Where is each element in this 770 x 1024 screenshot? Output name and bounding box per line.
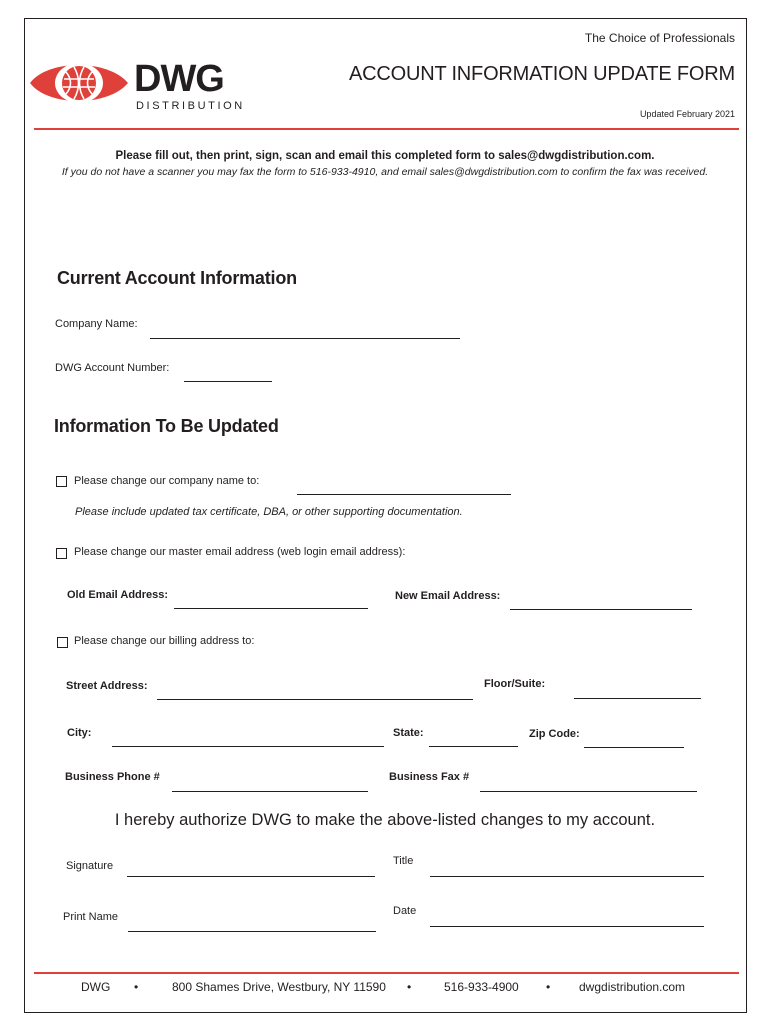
old-email-field[interactable] [174, 608, 368, 609]
street-address-label: Street Address: [66, 680, 148, 692]
logo-text: DWG [134, 58, 224, 100]
email-checkbox[interactable] [56, 548, 67, 559]
title-label: Title [393, 855, 414, 867]
signature-field[interactable] [127, 876, 375, 877]
account-number-label: DWG Account Number: [55, 362, 170, 374]
form-title: ACCOUNT INFORMATION UPDATE FORM [348, 63, 735, 85]
company-name-checkbox[interactable] [56, 476, 67, 487]
billing-checkbox[interactable] [57, 637, 68, 648]
business-fax-label: Business Fax # [389, 771, 470, 783]
email-option-label: Please change our master email address (web login email address): [74, 546, 406, 558]
business-phone-label: Business Phone # [65, 771, 160, 783]
zip-code-field[interactable] [584, 747, 684, 748]
floor-suite-field[interactable] [574, 698, 701, 699]
footer-phone: 516-933-4900 [444, 980, 519, 994]
instructions-line-2: If you do not have a scanner you may fax the form to 516-933-4910, and email sales@dwgdistribution.com to confirm the fax was received. [61, 166, 709, 178]
street-address-field[interactable] [157, 699, 473, 700]
footer-website[interactable]: dwgdistribution.com [579, 980, 686, 994]
footer-separator-2: • [407, 980, 412, 994]
date-label: Date [393, 905, 417, 917]
current-account-title: Current Account Information [57, 268, 297, 288]
instructions-line-1: Please fill out, then print, sign, scan and email this completed form to sales@dwgdistribution.com. [115, 150, 655, 162]
update-info-title: Information To Be Updated [54, 416, 279, 436]
footer-separator-1: • [134, 980, 139, 994]
footer-address: 800 Shames Drive, Westbury, NY 11590 [172, 980, 386, 994]
footer-separator-3: • [546, 980, 551, 994]
signature-label: Signature [66, 860, 114, 872]
footer-company: DWG [81, 980, 111, 994]
city-label: City: [67, 727, 92, 739]
print-name-label: Print Name [63, 911, 119, 923]
company-name-label: Company Name: [55, 318, 138, 330]
floor-suite-label: Floor/Suite: [484, 678, 546, 690]
logo-subtext: DISTRIBUTION [136, 100, 245, 112]
print-name-field[interactable] [128, 931, 376, 932]
new-email-field[interactable] [510, 609, 692, 610]
eye-logo-icon [28, 57, 248, 113]
company-name-field[interactable] [150, 338, 460, 339]
old-email-label: Old Email Address: [67, 589, 169, 601]
date-field[interactable] [430, 926, 704, 927]
company-name-option-label: Please change our company name to: [74, 475, 260, 487]
new-company-name-field[interactable] [297, 494, 511, 495]
account-number-field[interactable] [184, 381, 272, 382]
title-field[interactable] [430, 876, 704, 877]
billing-option-label: Please change our billing address to: [74, 635, 255, 647]
state-label: State: [393, 727, 424, 739]
business-fax-field[interactable] [480, 791, 697, 792]
new-email-label: New Email Address: [395, 590, 501, 602]
city-field[interactable] [112, 746, 384, 747]
updated-date: Updated February 2021 [639, 109, 735, 119]
footer-divider [34, 972, 739, 974]
business-phone-field[interactable] [172, 791, 368, 792]
company-name-note: Please include updated tax certificate, DBA, or other supporting documentation. [75, 506, 463, 518]
authorization-statement: I hereby authorize DWG to make the above-listed changes to my account. [114, 811, 656, 829]
header-divider [34, 128, 739, 130]
zip-code-label: Zip Code: [529, 728, 580, 740]
dwg-logo [28, 57, 248, 118]
tagline: The Choice of Professionals [584, 31, 735, 45]
state-field[interactable] [429, 746, 518, 747]
